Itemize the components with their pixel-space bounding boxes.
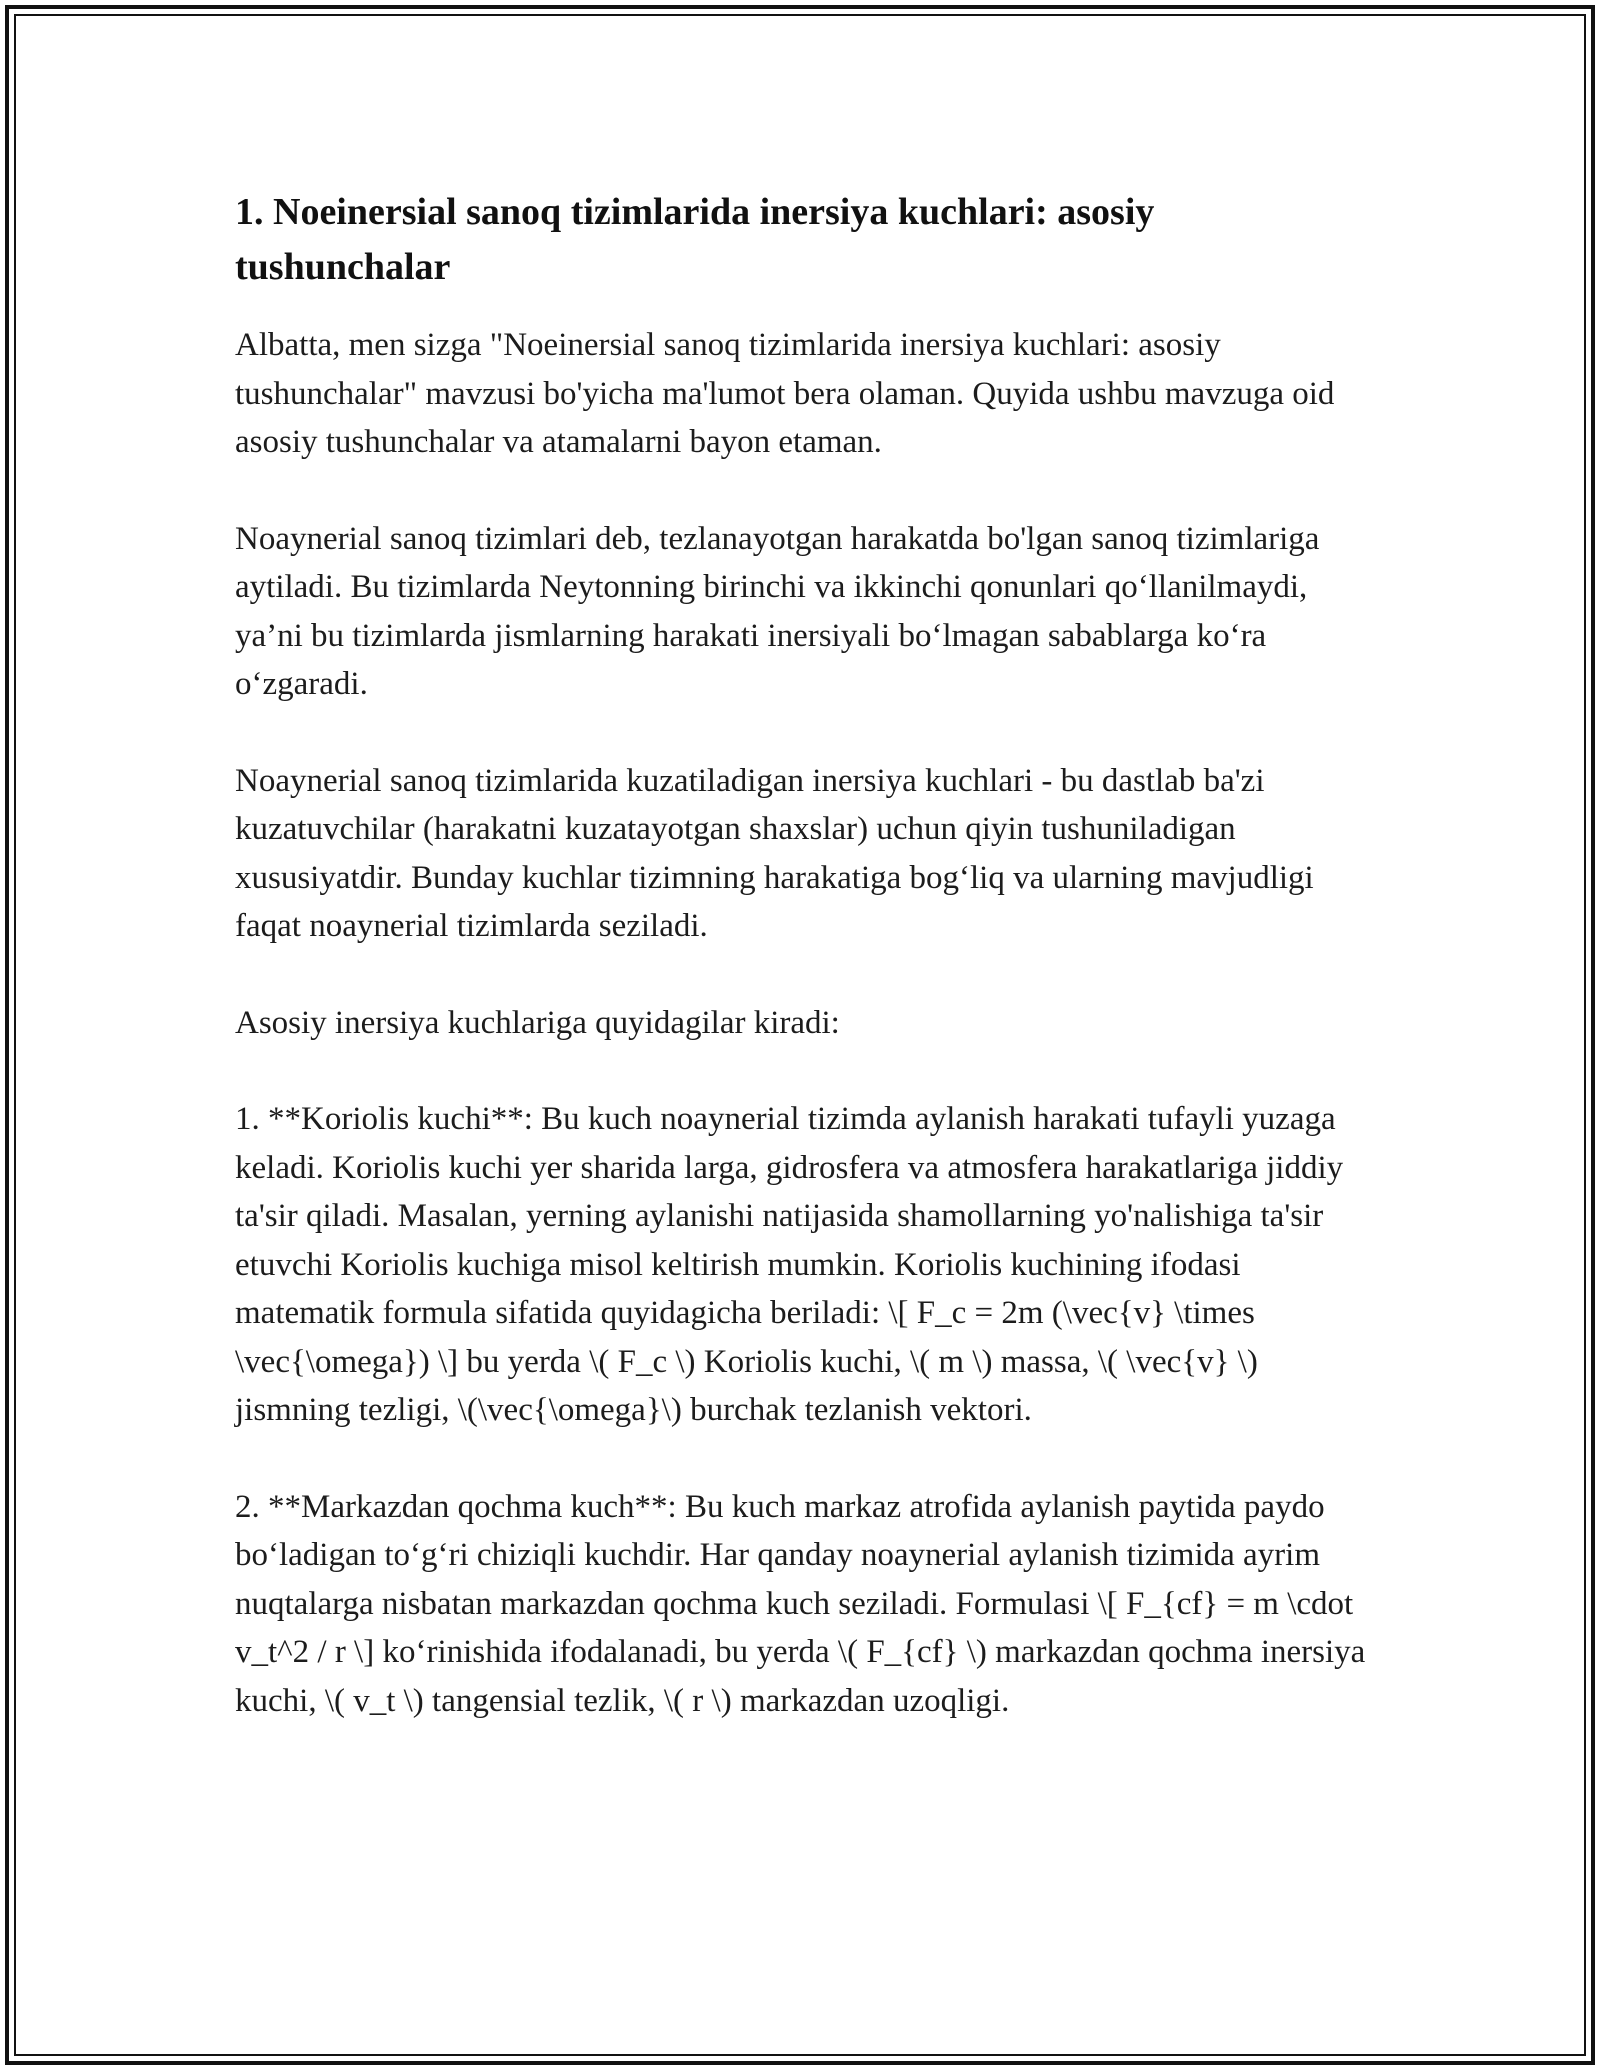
- section-heading: 1. Noeinersial sanoq tizimlarida inersiya kuchlari: asosiy tushunchalar: [235, 191, 1155, 288]
- paragraph-list-intro: Asosiy inersiya kuchlariga quyidagilar kiradi:: [235, 1004, 840, 1041]
- paragraph-centrifugal: 2. **Markazdan qochma kuch**: Bu kuch markaz atrofida aylanish paytida paydo bo‘ladigan to‘g‘ri chiziqli kuchdir. Har qanday noaynerial aylanish tizimida ayrim nuqtalarga nisbatan markazdan qochma kuch seziladi. Formulasi \[ F_{cf} = m \cdot v_t^2 / r \] ko‘rinishida ifodalanadi, bu yerda \( F_{cf} \) markazdan qochma inersiya kuchi, \( v_t \) tangensial tezlik, \( r \) markazdan uzoqligi.: [235, 1488, 1366, 1719]
- paragraph-coriolis: 1. **Koriolis kuchi**: Bu kuch noaynerial tizimda aylanish harakati tufayli yuzaga keladi. Koriolis kuchi yer sharida larga, gidrosfera va atmosfera harakatlariga jiddiy ta'sir qiladi. Masalan, yerning aylanishi natijasida shamollarning yo'nalishiga ta'sir etuvchi Koriolis kuchiga misol keltirish mumkin. Koriolis kuchining ifodasi matematik formula sifatida quyidagicha beriladi: \[ F_c = 2m (\vec{v} \times \vec{\omega}) \] bu yerda \( F_c \) Koriolis kuchi, \( m \) massa, \( \vec{v} \) jismning tezligi, \(\vec{\omega}\) burchak tezlanish vektori.: [235, 1101, 1344, 1428]
- paragraph-inertial-forces: Noaynerial sanoq tizimlarida kuzatiladigan inersiya kuchlari - bu dastlab ba'zi kuzatuvchilar (harakatni kuzatayotgan shaxslar) uchun qiyin tushuniladigan xususiyatdir. Bunday kuchlar tizimning harakatiga bog‘liq va ularning mavjudligi faqat noaynerial tizimlarda seziladi.: [235, 762, 1314, 944]
- document-body: [235, 185, 1375, 1773]
- paragraph-intro: Albatta, men sizga "Noeinersial sanoq tizimlarida inersiya kuchlari: asosiy tushunchalar" mavzusi bo'yicha ma'lumot bera olaman. Quyida ushbu mavzuga oid asosiy tushunchalar va atamalarni bayon etaman.: [235, 327, 1335, 460]
- paragraph-definition: Noaynerial sanoq tizimlari deb, tezlanayotgan harakatda bo'lgan sanoq tizimlariga aytiladi. Bu tizimlarda Neytonning birinchi va ikkinchi qonunlari qo‘llanilmaydi, ya’ni bu tizimlarda jismlarning harakati inersiyali bo‘lmagan sabablarga ko‘ra o‘zgaradi.: [235, 520, 1320, 702]
